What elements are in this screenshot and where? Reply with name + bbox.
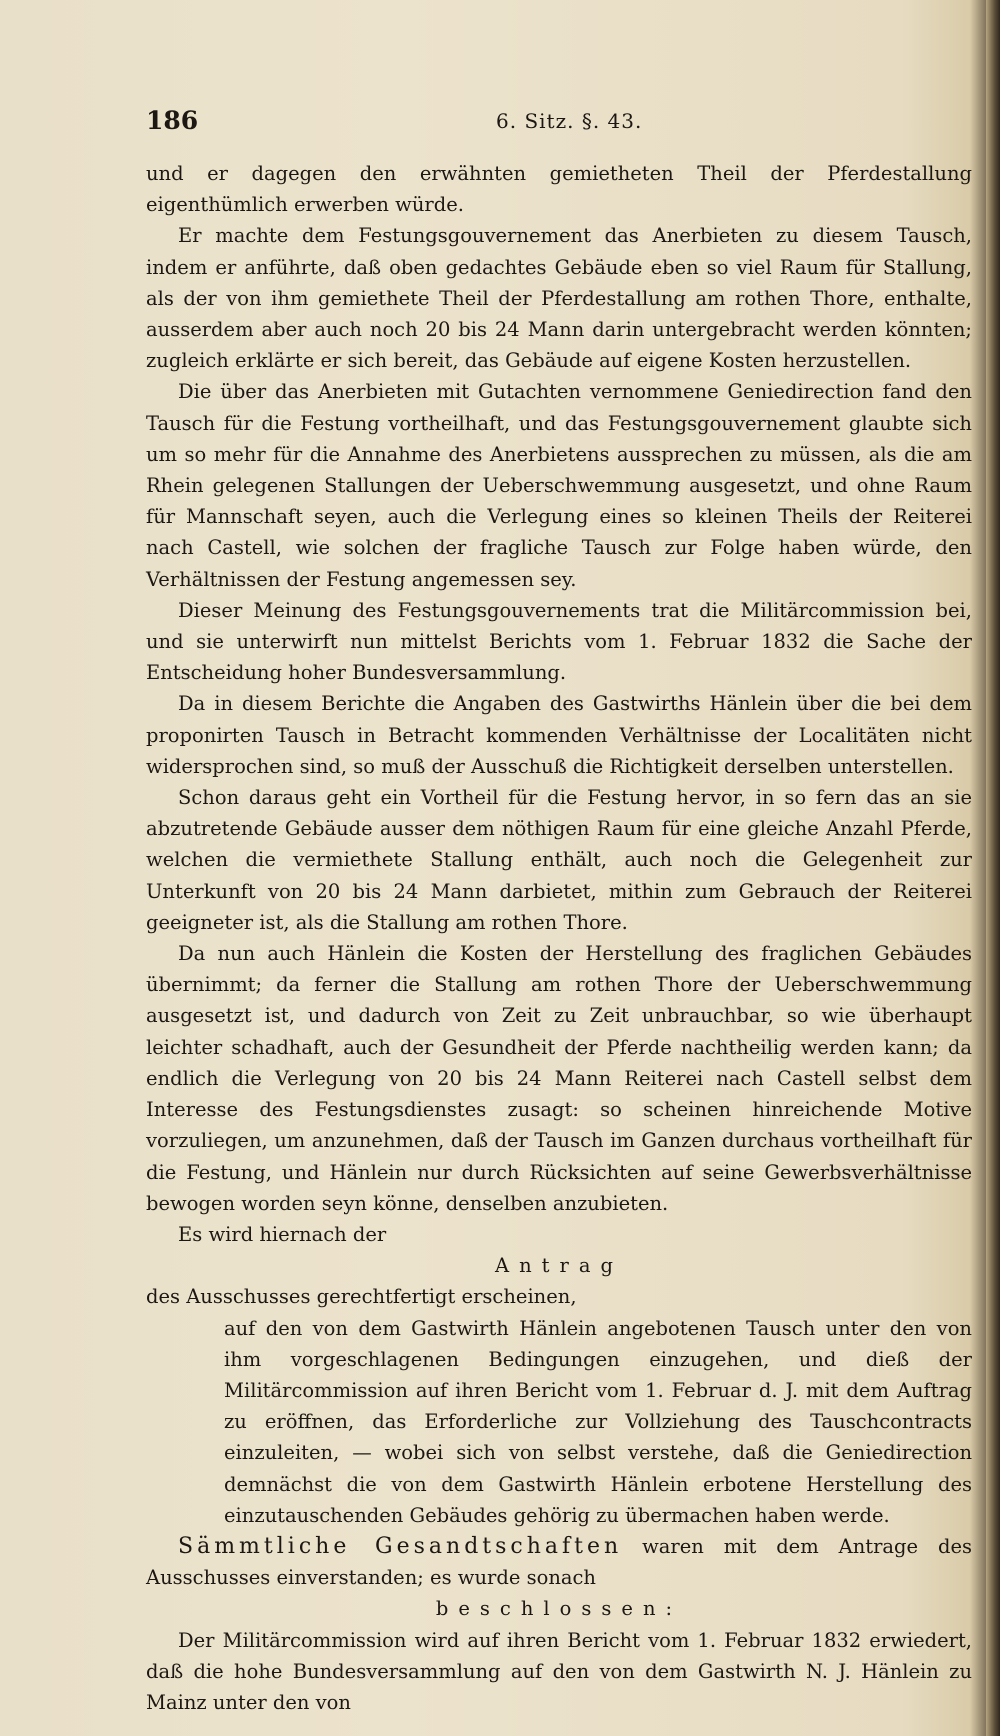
paragraph: Es wird hiernach der — [178, 1222, 387, 1246]
paragraph: Dieser Meinung des Festungsgouvernements trat die Militärcommission bei, und sie unterwirft nun mittelst Berichts vom 1. Februar 1832 die Sache der Entscheidung hoher Bundesversammlung. — [146, 598, 972, 685]
paragraph: Die über das Anerbieten mit Gutachten vernommene Geniedirection fand den Tausch für die Festung vortheilhaft, und das Festungsgouvernement glaubte sich um so mehr für die Annahme des Anerbietens aussprechen zu müssen, als die am Rhein gelegenen Stallungen der Ueberschwemmung ausgesetzt, und ohne Raum für Mannschaft seyen, auch die Verlegung eines so kleinen Theils der Reiterei nach Castell, wie solchen der fragliche Tausch zur Folge haben würde, den Verhältnissen der Festung angemessen sey. — [146, 380, 972, 591]
paragraph: Schon daraus geht ein Vortheil für die Festung hervor, in so fern das an sie abzutretende Gebäude ausser dem nöthigen Raum für eine gleiche Anzahl Pferde, welchen die vermiethete Stallung enthält, auch noch die Gelegenheit zur Unterkunft von 20 bis 24 Mann darbietet, mithin zum Gebrauch der Reiterei geeigneter ist, als die Stallung am rothen Thore. — [146, 786, 972, 934]
paragraph: Da in diesem Berichte die Angaben des Gastwirths Hänlein über die bei dem proponirten Tausch in Betracht kommenden Verhältnisse der Localitäten nicht widersprochen sind, so muß der Ausschuß die Richtigkeit derselben unterstellen. — [146, 692, 972, 778]
resolution-paragraph: Der Militärcommission wird auf ihren Bericht vom 1. Februar 1832 erwiedert, daß die hohe Bundesversammlung auf den von dem Gastwirth N. J. Hänlein zu Mainz unter den von — [146, 1628, 972, 1714]
beschlossen-heading: beschlossen: — [435, 1597, 683, 1621]
page-spine-shadow — [986, 0, 1000, 1736]
antrag-intro: des Ausschusses gerechtfertigt erscheinen, — [146, 1285, 577, 1309]
paragraph: Da nun auch Hänlein die Kosten der Herstellung des fraglichen Gebäudes übernimmt; da ferner die Stallung am rothen Thore der Ueberschwemmung ausgesetzt ist, und dadurch von Zeit zu Zeit unbrauchbar, so wie überhaupt leichter schadhaft, auch der Gesundheit der Pferde nachtheilig werden kann; da endlich die Verlegung von 20 bis 24 Mann Reiterei nach Castell selbst dem Interesse des Festungsdienstes zusagt: so scheinen hinreichende Motive vorzuliegen, um anzunehmen, daß der Tausch im Ganzen durchaus vortheilhaft für die Festung, und Hänlein nur durch Rücksichten auf seine Gewerbsverhältnisse bewogen worden seyn könne, denselben anzubieten. — [146, 942, 972, 1215]
antrag-text: auf den von dem Gastwirth Hänlein angebotenen Tausch unter den von ihm vorgeschlagenen Bedingungen einzugehen, und dieß der Militärcommission auf ihren Bericht vom 1. Februar d. J. mit dem Auftrag zu eröffnen, das Erforderliche zur Vollziehung des Tauschcontracts einzuleiten, — wobei sich von selbst verstehe, daß die Geniedirection demnächst die von dem Gastwirth Hänlein erbotene Herstellung des einzutauschenden Gebäudes gehörig zu übermachen haben werde. — [224, 1316, 972, 1527]
antrag-heading: Antrag — [495, 1254, 623, 1278]
page-header — [146, 106, 976, 146]
concurrence-paragraph — [146, 1531, 972, 1593]
body-text — [146, 158, 972, 1718]
paragraph-continuation: und er dagegen den erwähnten gemietheten Theil der Pferdestallung eigenthümlich erwerben würde. — [146, 162, 972, 217]
running-head: 6. Sitz. §. 43. — [496, 109, 643, 133]
concurrence-subject: Sämmtliche Gesandtschaften — [178, 1533, 623, 1559]
page-number: 186 — [146, 106, 199, 135]
paragraph: Er machte dem Festungsgouvernement das Anerbieten zu diesem Tausch, indem er anführte, daß oben gedachtes Gebäude eben so viel Raum für Stallung, als der von ihm gemiethete Theil der Pferdestallung am rothen Thore, enthalte, ausserdem aber auch noch 20 bis 24 Mann darin untergebracht werden könnten; zugleich erklärte er sich bereit, das Gebäude auf eigene Kosten herzustellen. — [146, 224, 972, 373]
concurrence-rest: waren mit dem Antrage des Ausschusses einverstanden; es wurde sonach — [146, 1534, 972, 1590]
